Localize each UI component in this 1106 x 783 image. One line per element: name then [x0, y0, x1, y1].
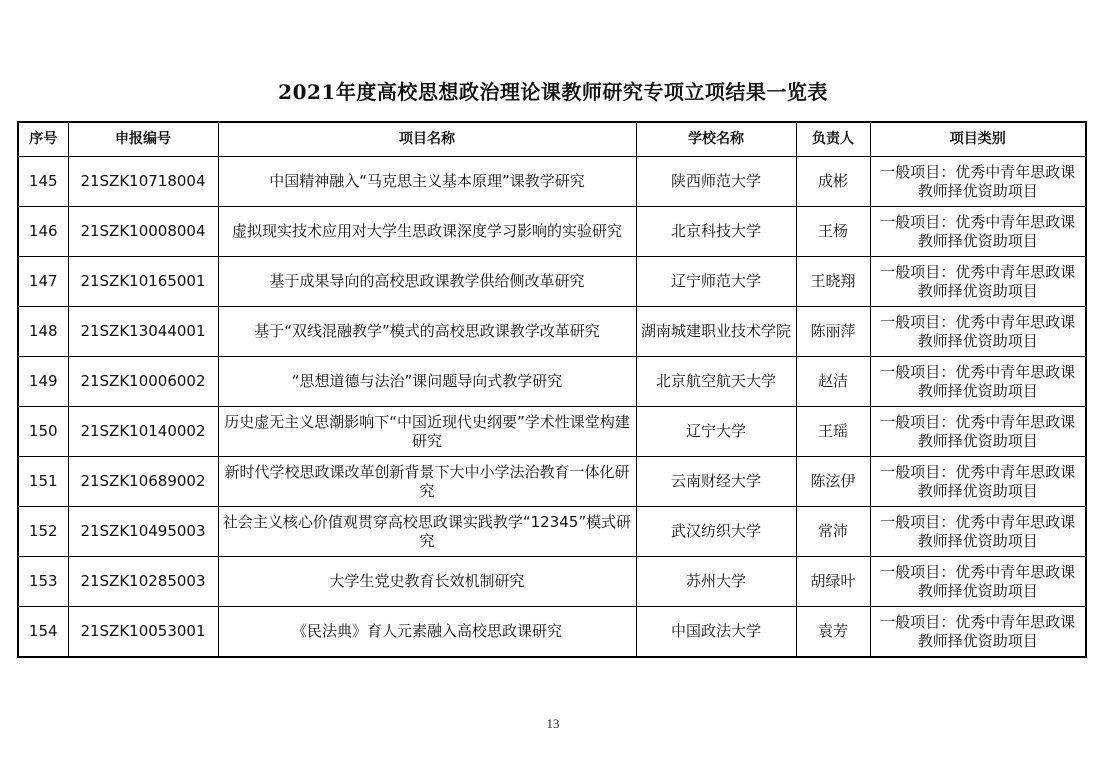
table-row	[18, 557, 1086, 607]
table-row	[18, 157, 1086, 207]
cell-leader: 陈泫伊	[796, 457, 870, 507]
cell-seq: 153	[18, 557, 68, 607]
header-school: 学校名称	[636, 122, 796, 157]
table-row	[18, 507, 1086, 557]
cell-project-name: “思想道德与法治”课问题导向式教学研究	[218, 357, 636, 407]
cell-seq: 148	[18, 307, 68, 357]
table-row	[18, 607, 1086, 658]
cell-category: 一般项目：优秀中青年思政课教师择优资助项目	[870, 457, 1086, 507]
cell-leader: 常沛	[796, 507, 870, 557]
cell-school: 北京航空航天大学	[636, 357, 796, 407]
cell-category: 一般项目：优秀中青年思政课教师择优资助项目	[870, 557, 1086, 607]
cell-school: 辽宁师范大学	[636, 257, 796, 307]
cell-project-name: 基于“双线混融教学”模式的高校思政课教学改革研究	[218, 307, 636, 357]
cell-leader: 袁芳	[796, 607, 870, 658]
document-title: 2021年度高校思想政治理论课教师研究专项立项结果一览表	[278, 80, 828, 104]
cell-seq: 150	[18, 407, 68, 457]
table-row	[18, 457, 1086, 507]
cell-project-name: 历史虚无主义思潮影响下“中国近现代史纲要”学术性课堂构建研究	[218, 407, 636, 457]
cell-code: 21SZK10718004	[68, 157, 218, 207]
cell-project-name: 基于成果导向的高校思政课教学供给侧改革研究	[218, 257, 636, 307]
cell-leader: 成彬	[796, 157, 870, 207]
cell-code: 21SZK10285003	[68, 557, 218, 607]
cell-code: 21SZK10006002	[68, 357, 218, 407]
table-row	[18, 307, 1086, 357]
cell-category: 一般项目：优秀中青年思政课教师择优资助项目	[870, 157, 1086, 207]
cell-code: 21SZK10165001	[68, 257, 218, 307]
cell-seq: 152	[18, 507, 68, 557]
cell-seq: 146	[18, 207, 68, 257]
cell-leader: 赵洁	[796, 357, 870, 407]
table-header-row	[18, 122, 1086, 157]
cell-leader: 胡绿叶	[796, 557, 870, 607]
cell-project-name: 社会主义核心价值观贯穿高校思政课实践教学“12345”模式研究	[218, 507, 636, 557]
cell-school: 辽宁大学	[636, 407, 796, 457]
cell-school: 湖南城建职业技术学院	[636, 307, 796, 357]
cell-category: 一般项目：优秀中青年思政课教师择优资助项目	[870, 507, 1086, 557]
header-category: 项目类别	[870, 122, 1086, 157]
table-row	[18, 407, 1086, 457]
cell-project-name: 中国精神融入“马克思主义基本原理”课教学研究	[218, 157, 636, 207]
header-seq: 序号	[18, 122, 68, 157]
cell-code: 21SZK10689002	[68, 457, 218, 507]
table-row	[18, 357, 1086, 407]
page-number: 13	[546, 716, 560, 731]
cell-seq: 149	[18, 357, 68, 407]
cell-seq: 154	[18, 607, 68, 658]
cell-category: 一般项目：优秀中青年思政课教师择优资助项目	[870, 307, 1086, 357]
cell-project-name: 新时代学校思政课改革创新背景下大中小学法治教育一体化研究	[218, 457, 636, 507]
header-leader: 负责人	[796, 122, 870, 157]
header-code: 申报编号	[68, 122, 218, 157]
cell-code: 21SZK10008004	[68, 207, 218, 257]
cell-category: 一般项目：优秀中青年思政课教师择优资助项目	[870, 407, 1086, 457]
cell-code: 21SZK10140002	[68, 407, 218, 457]
cell-code: 21SZK10053001	[68, 607, 218, 658]
cell-school: 陕西师范大学	[636, 157, 796, 207]
cell-code: 21SZK10495003	[68, 507, 218, 557]
cell-seq: 151	[18, 457, 68, 507]
cell-leader: 王晓翔	[796, 257, 870, 307]
cell-leader: 陈丽萍	[796, 307, 870, 357]
cell-seq: 147	[18, 257, 68, 307]
cell-project-name: 《民法典》育人元素融入高校思政课研究	[218, 607, 636, 658]
cell-school: 苏州大学	[636, 557, 796, 607]
cell-project-name: 虚拟现实技术应用对大学生思政课深度学习影响的实验研究	[218, 207, 636, 257]
cell-category: 一般项目：优秀中青年思政课教师择优资助项目	[870, 207, 1086, 257]
cell-category: 一般项目：优秀中青年思政课教师择优资助项目	[870, 357, 1086, 407]
cell-category: 一般项目：优秀中青年思政课教师择优资助项目	[870, 607, 1086, 658]
cell-school: 中国政法大学	[636, 607, 796, 658]
results-table	[17, 121, 1087, 658]
header-project-name: 项目名称	[218, 122, 636, 157]
table-row	[18, 207, 1086, 257]
cell-school: 武汉纺织大学	[636, 507, 796, 557]
cell-school: 云南财经大学	[636, 457, 796, 507]
cell-seq: 145	[18, 157, 68, 207]
table-row	[18, 257, 1086, 307]
cell-leader: 王瑶	[796, 407, 870, 457]
cell-leader: 王杨	[796, 207, 870, 257]
cell-category: 一般项目：优秀中青年思政课教师择优资助项目	[870, 257, 1086, 307]
cell-school: 北京科技大学	[636, 207, 796, 257]
cell-code: 21SZK13044001	[68, 307, 218, 357]
cell-project-name: 大学生党史教育长效机制研究	[218, 557, 636, 607]
